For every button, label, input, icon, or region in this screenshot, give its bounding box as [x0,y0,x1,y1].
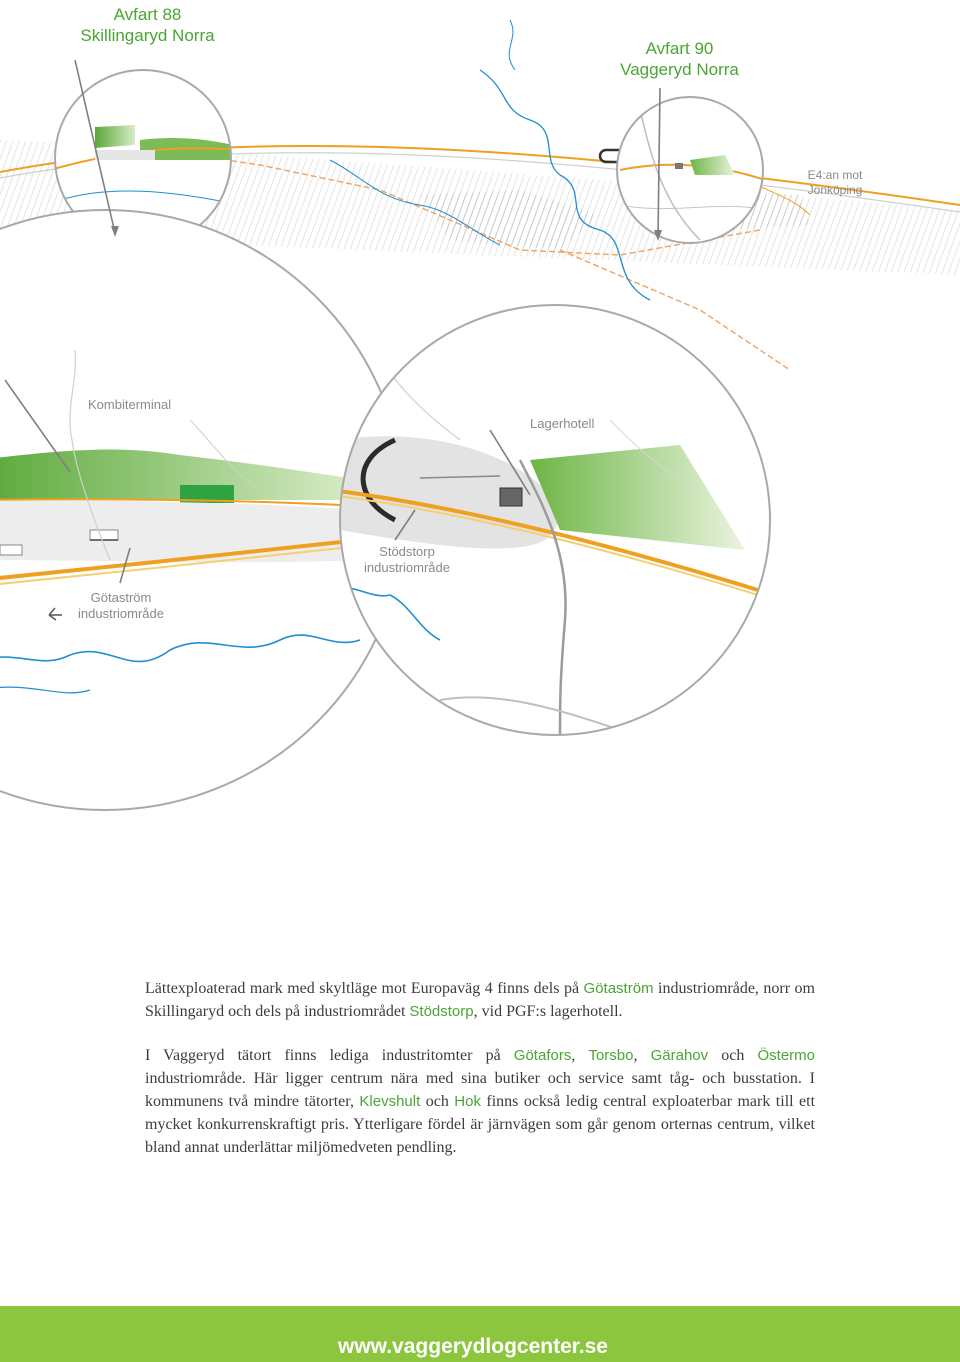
footer-website-link[interactable]: www.vaggerydlogcenter.se [338,1335,608,1358]
highlight-stodstorp: Stödstorp [409,1003,474,1020]
label-e4: E4:an mot Jönköping [807,168,863,197]
label-gotastrom: Götaström industriområde [78,590,164,621]
paragraph-1: Lättexploaterad mark med skyltläge mot Europaväg 4 finns dels på Götaström industriområde, norr om Skillingaryd och dels på industriområdet Stödstorp, vid PGF:s lagerhotell. [145,980,815,1020]
highlight-gotafors: Götafors [513,1047,572,1064]
label-exit90: Avfart 90 Vaggeryd Norra [620,39,739,79]
paragraph-2: I Vaggeryd tätort finns lediga industritomter på Götafors, Torsbo, Gärahov och Östermo industriområde. Här ligger centrum nära med sina butiker och service samt tåg- och busstation. I kommunens två mindre tätorter, Klevshult och Hok finns också ledig central exploaterbar mark till ett mycket konkurrenskraftigt pris. Ytterligare fördel är järnvägen som går genom orternas centrum, vilket bland annat underlättar miljömedveten pendling. [145,1047,816,1156]
footer-bar [0,1306,960,1362]
highlight-ostermo: Östermo [757,1047,816,1064]
highlight-torsbo: Torsbo [588,1047,634,1064]
label-stodstorp: Stödstorp industriområde [364,544,450,575]
label-lagerhotell: Lagerhotell [530,416,595,431]
label-exit88: Avfart 88 Skillingaryd Norra [80,5,215,45]
highlight-klevshult: Klevshult [359,1093,421,1110]
highlight-gotastrom: Götaström [583,980,654,997]
highlight-garahov: Gärahov [650,1047,709,1064]
label-kombiterminal: Kombiterminal [88,397,172,412]
highlight-hok: Hok [454,1093,481,1110]
circle-lagerhotell [330,300,790,740]
